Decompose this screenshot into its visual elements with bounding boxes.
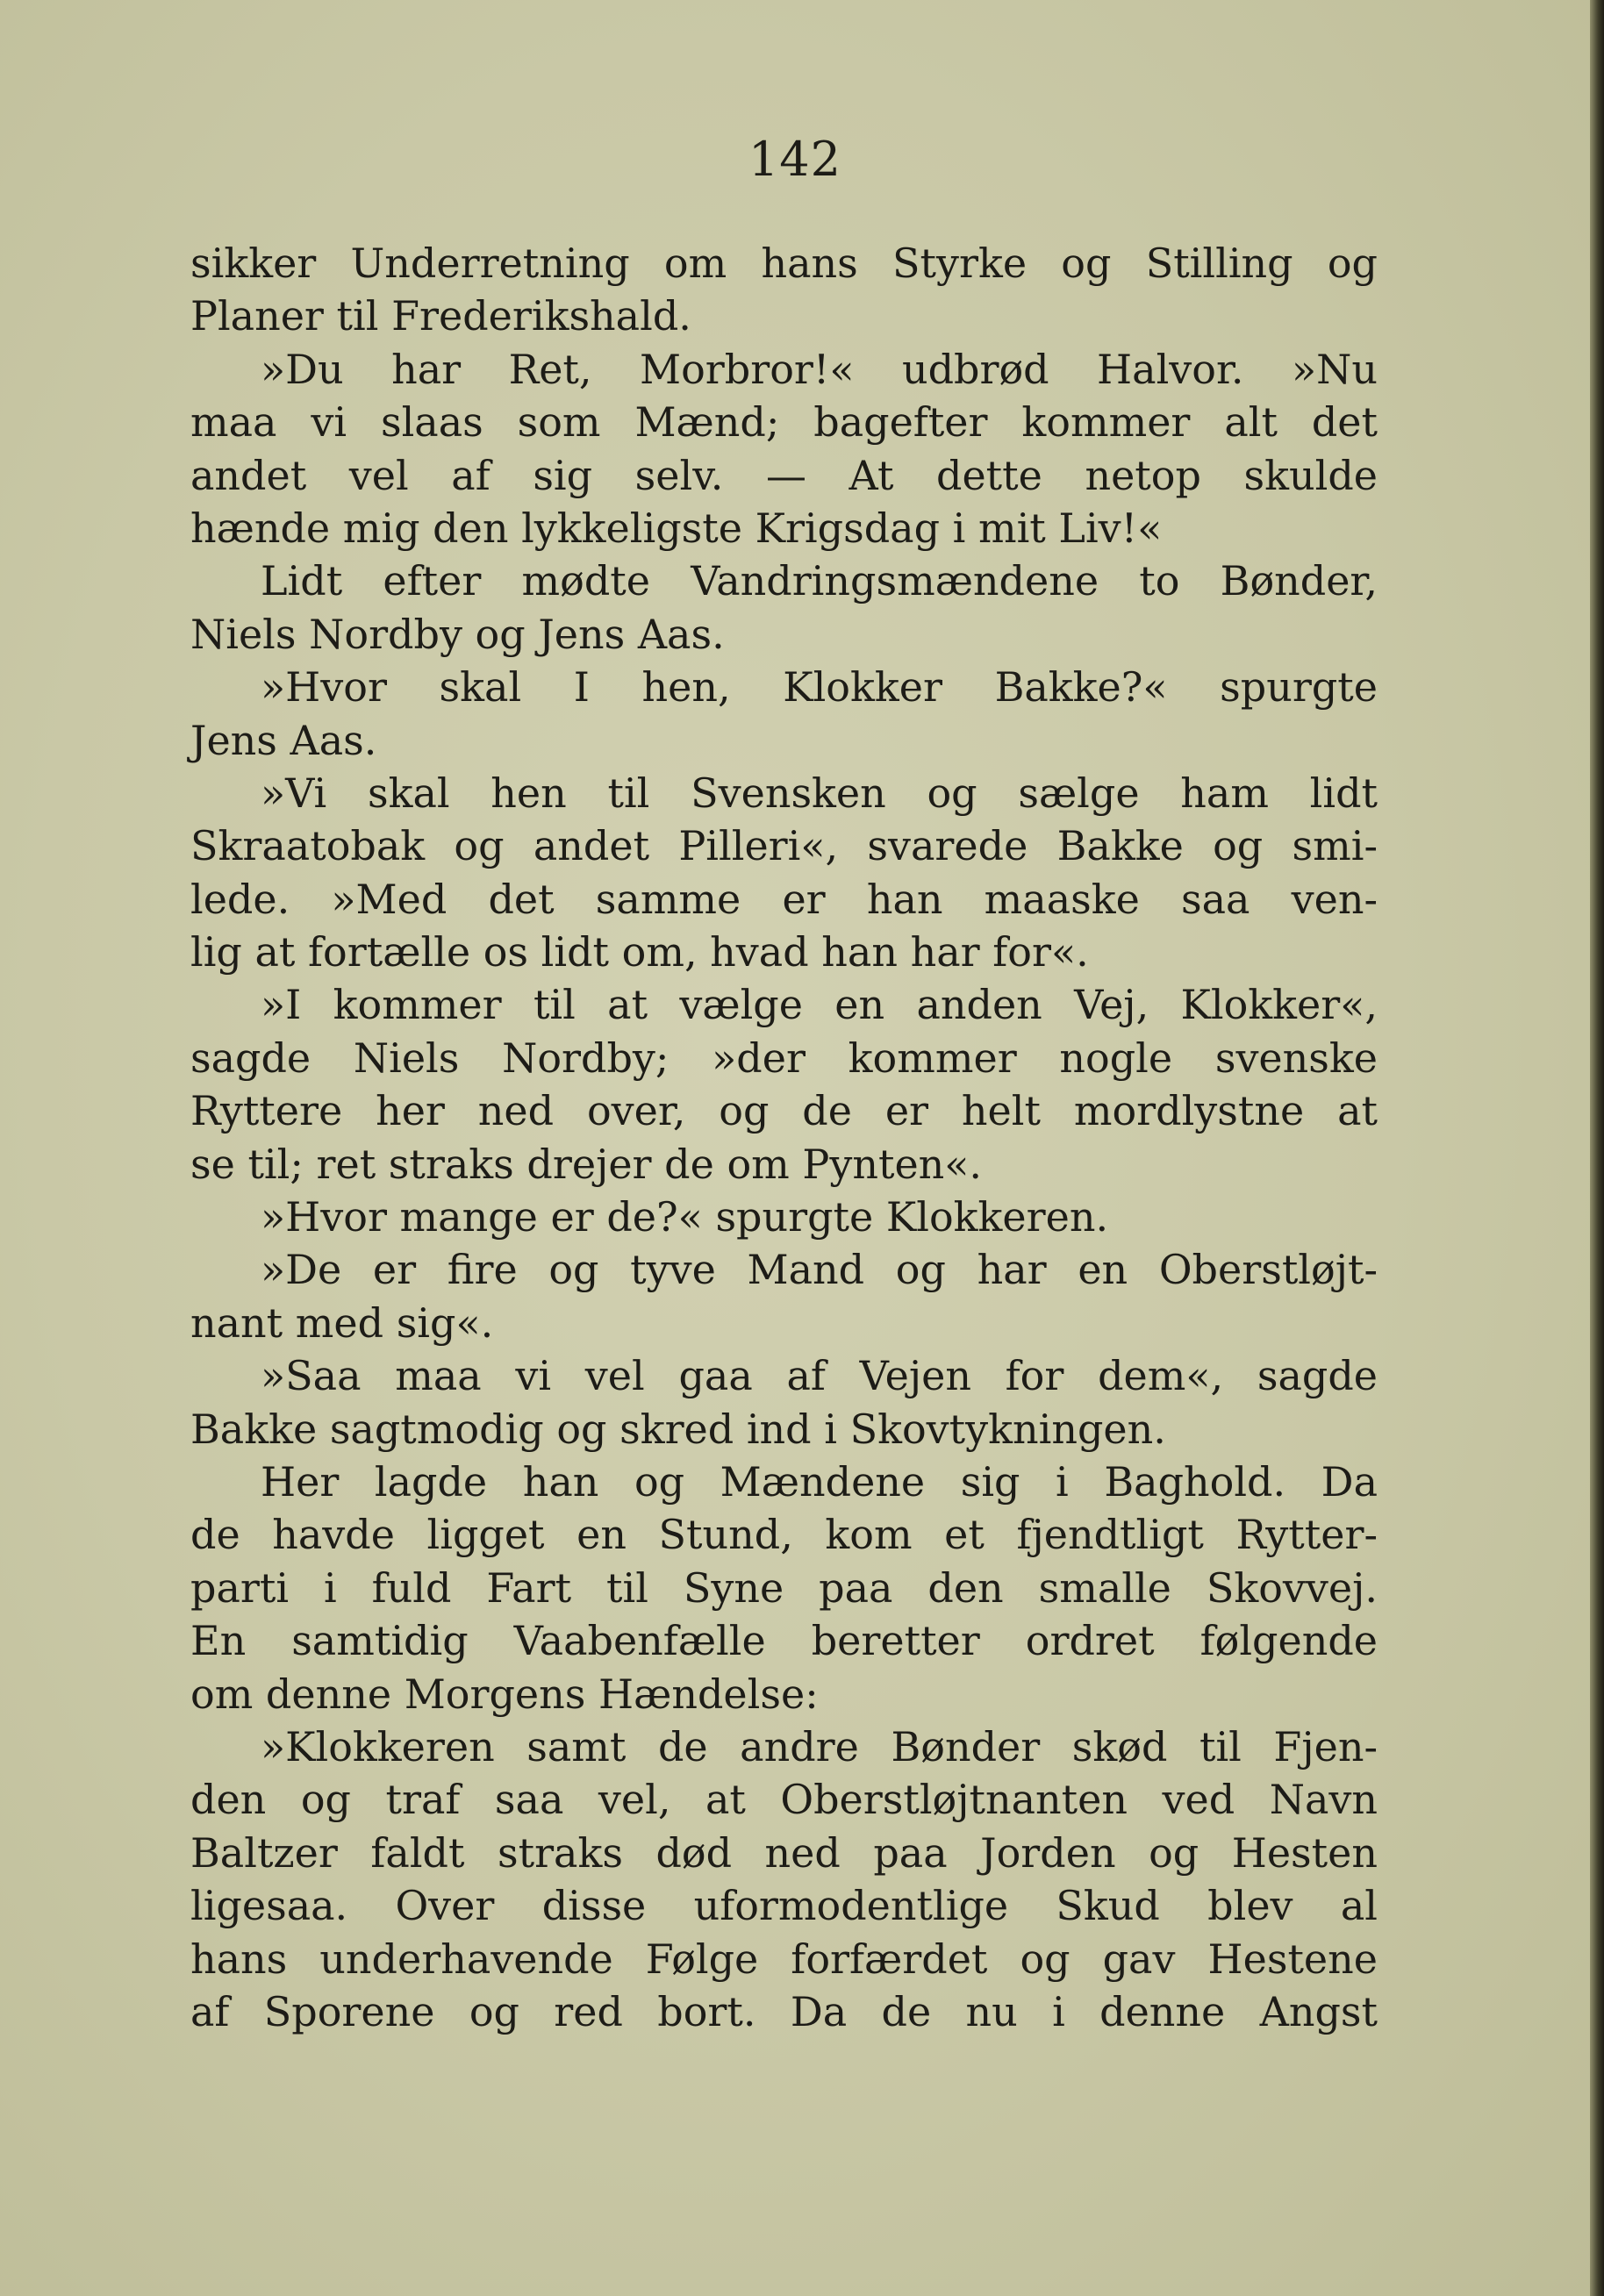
text-line: de havde ligget en Stund, kom et fjendtligt Rytter- <box>190 1511 1378 1559</box>
text-line: »Klokkeren samt de andre Bønder skød til Fjen- <box>261 1722 1378 1770</box>
text-line: sikker Underretning om hans Styrke og Stilling og <box>190 240 1378 287</box>
text-line: »Hvor mange er de?« spurgte Klokkeren. <box>261 1193 1109 1241</box>
text-line: af Sporene og red bort. Da de nu i denne Angst <box>190 1987 1378 2035</box>
text-line: om denne Morgens Hændelse: <box>190 1670 819 1718</box>
page-edge-shadow <box>1590 0 1604 2296</box>
text-line: hænde mig den lykkeligste Krigsdag i mit Liv!« <box>190 504 1163 552</box>
text-line: parti i fuld Fart til Syne paa den smalle Skovvej. <box>190 1563 1378 1612</box>
text-line: Skraatobak og andet Pilleri«, svarede Bakke og smi- <box>190 822 1378 870</box>
text-line: den og traf saa vel, at Oberstløjtnanten ved Navn <box>190 1776 1378 1824</box>
text-line: nant med sig«. <box>190 1298 494 1347</box>
text-line: sagde Niels Nordby; »der kommer nogle svenske <box>190 1034 1378 1082</box>
text-line: ligesaa. Over disse uformodentlige Skud blev al <box>190 1882 1378 1930</box>
text-line: Niels Nordby og Jens Aas. <box>190 610 725 658</box>
text-line: »De er fire og tyve Mand og har en Oberstløjt- <box>261 1246 1378 1294</box>
text-line: »Hvor skal I hen, Klokker Bakke?« spurgte <box>261 663 1378 712</box>
text-line: »Saa maa vi vel gaa af Vejen for dem«, sagde <box>261 1352 1378 1400</box>
text-line: Jens Aas. <box>190 716 377 764</box>
text-line: »I kommer til at vælge en anden Vej, Klokker«, <box>261 981 1378 1029</box>
text-line: Planer til Frederikshald. <box>190 292 691 340</box>
text-line: se til; ret straks drejer de om Pynten«. <box>190 1140 983 1188</box>
text-line: lede. »Med det samme er han maaske saa ven- <box>190 875 1378 923</box>
text-line: Baltzer faldt straks død ned paa Jorden og Hesten <box>190 1828 1378 1877</box>
text-line: andet vel af sig selv. — At dette netop skulde <box>190 451 1378 499</box>
text-line: Lidt efter mødte Vandringsmændene to Bønder, <box>261 557 1378 605</box>
text-line: Bakke sagtmodig og skred ind i Skovtykningen. <box>190 1405 1166 1453</box>
text-line: lig at fortælle os lidt om, hvad han har for«. <box>190 928 1089 976</box>
text-line: Her lagde han og Mændene sig i Baghold. Da <box>261 1457 1378 1506</box>
text-line: hans underhavende Følge forfærdet og gav Hestene <box>190 1935 1378 1983</box>
text-line: En samtidig Vaabenfælle beretter ordret følgende <box>190 1617 1378 1665</box>
text-line: »Du har Ret, Morbror!« udbrød Halvor. »Nu <box>261 345 1378 393</box>
text-line: »Vi skal hen til Svensken og sælge ham lidt <box>261 769 1378 817</box>
page-number: 142 <box>748 132 842 187</box>
body-text <box>190 237 1378 2038</box>
text-line: maa vi slaas som Mænd; bagefter kommer alt det <box>190 398 1378 447</box>
text-line: Ryttere her ned over, og de er helt mordlystne at <box>190 1087 1378 1135</box>
